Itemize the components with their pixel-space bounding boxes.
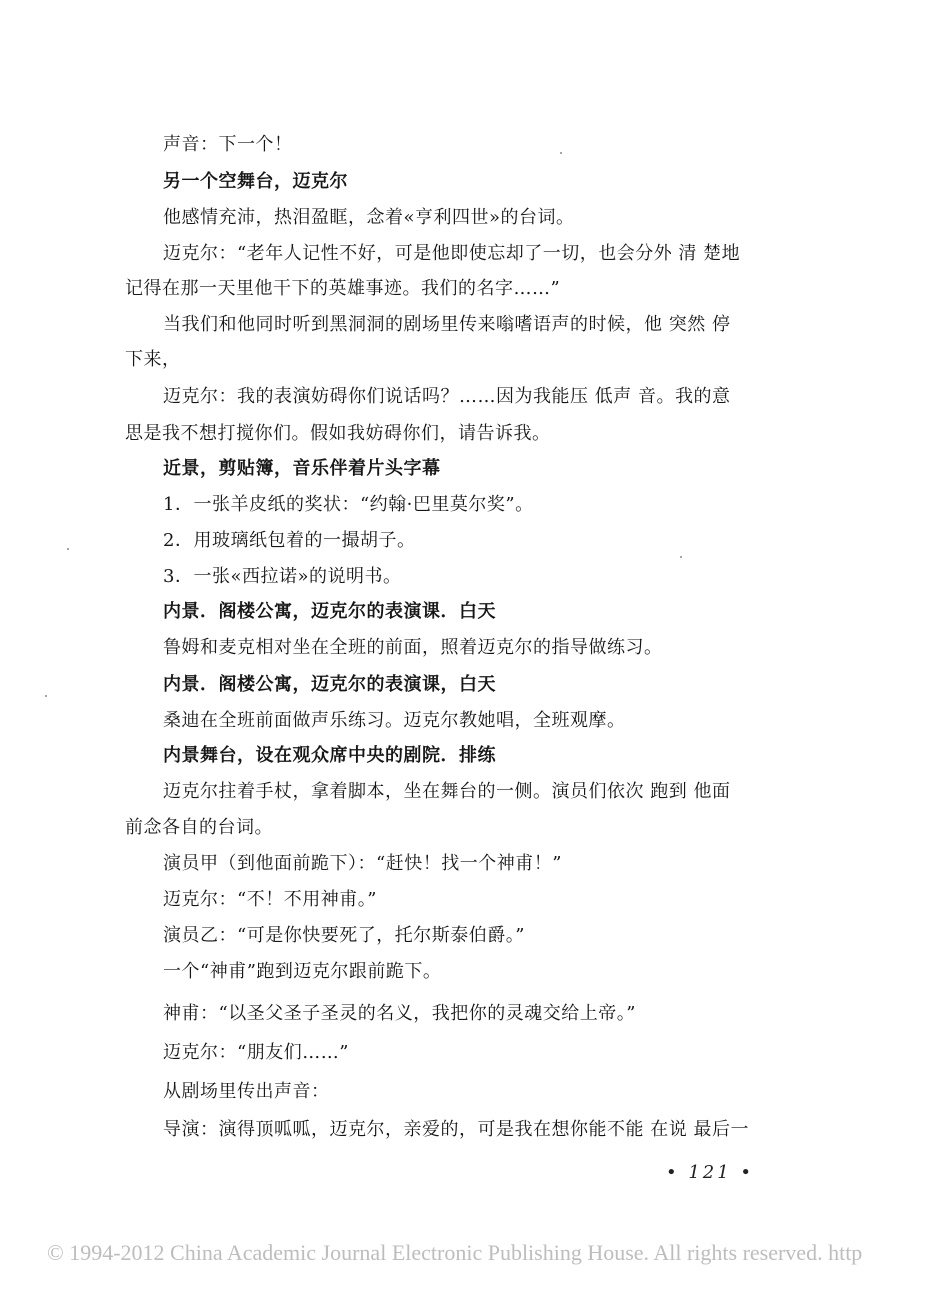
text-line: 鲁姆和麦克相对坐在全班的前面，照着迈克尔的指导做练习。 (163, 637, 663, 658)
scan-speck (560, 152, 562, 154)
text-line: 从剧场里传出声音： (163, 1081, 330, 1102)
page-number: • 121 • (666, 1162, 755, 1183)
text-line: 思是我不想打搅你们。假如我妨碍你们，请告诉我。 (125, 423, 551, 444)
list-item: 3．一张«西拉诺»的说明书。 (163, 566, 402, 587)
scan-speck (45, 695, 47, 697)
scene-heading: 内景．阁楼公寓，迈克尔的表演课．白天 (163, 601, 496, 622)
dialogue-line: 迈克尔：“朋友们……” (163, 1042, 349, 1063)
text-line: 一个“神甫”跑到迈克尔跟前跪下。 (163, 961, 442, 982)
dialogue-line: 演员甲（到他面前跪下）：“赶快！找一个神甫！” (163, 853, 562, 874)
scan-speck (680, 556, 682, 558)
list-item: 2．用玻璃纸包着的一撮胡子。 (163, 530, 416, 551)
text-line: 他感情充沛，热泪盈眶，念着«亨利四世»的台词。 (163, 207, 575, 228)
text-line: 桑迪在全班前面做声乐练习。迈克尔教她唱，全班观摩。 (163, 710, 626, 731)
scene-heading: 近景，剪贴簿，音乐伴着片头字幕 (163, 458, 441, 479)
text-line: 迈克尔拄着手杖，拿着脚本，坐在舞台的一侧。演员们依次 跑到 他面 (163, 781, 731, 802)
list-item: 1．一张羊皮纸的奖状：“约翰·巴里莫尔奖”。 (163, 494, 534, 515)
text-line: 记得在那一天里他干下的英雄事迹。我们的名字……” (125, 278, 561, 299)
scene-heading: 另一个空舞台，迈克尔 (163, 171, 348, 192)
dialogue-line: 神甫：“以圣父圣子圣灵的名义，我把你的灵魂交给上帝。” (163, 1003, 636, 1024)
copyright-footer: © 1994-2012 China Academic Journal Electronic Publishing House. All rights reserved. http (47, 1240, 863, 1265)
text-line: 迈克尔：我的表演妨碍你们说话吗？……因为我能压 低声 音。我的意 (163, 386, 731, 407)
text-line: 下来， (125, 349, 181, 370)
scene-heading: 内景．阁楼公寓，迈克尔的表演课，白天 (163, 674, 496, 695)
text-line: 声音：下一个！ (163, 134, 293, 155)
scene-heading: 内景舞台，设在观众席中央的剧院．排练 (163, 745, 496, 766)
dialogue-line: 迈克尔：“不！不用神甫。” (163, 889, 377, 910)
scan-speck (67, 548, 69, 550)
text-line: 当我们和他同时听到黑洞洞的剧场里传来嗡嗜语声的时候，他 突然 停 (163, 314, 731, 335)
text-line: 迈克尔：“老年人记性不好，可是他即使忘却了一切，也会分外 清 楚地 (163, 243, 741, 264)
text-line: 前念各自的台词。 (125, 817, 273, 838)
dialogue-line: 导演：演得顶呱呱，迈克尔，亲爱的，可是我在想你能不能 在说 最后一 (163, 1119, 749, 1140)
dialogue-line: 演员乙：“可是你快要死了，托尔斯泰伯爵。” (163, 925, 525, 946)
